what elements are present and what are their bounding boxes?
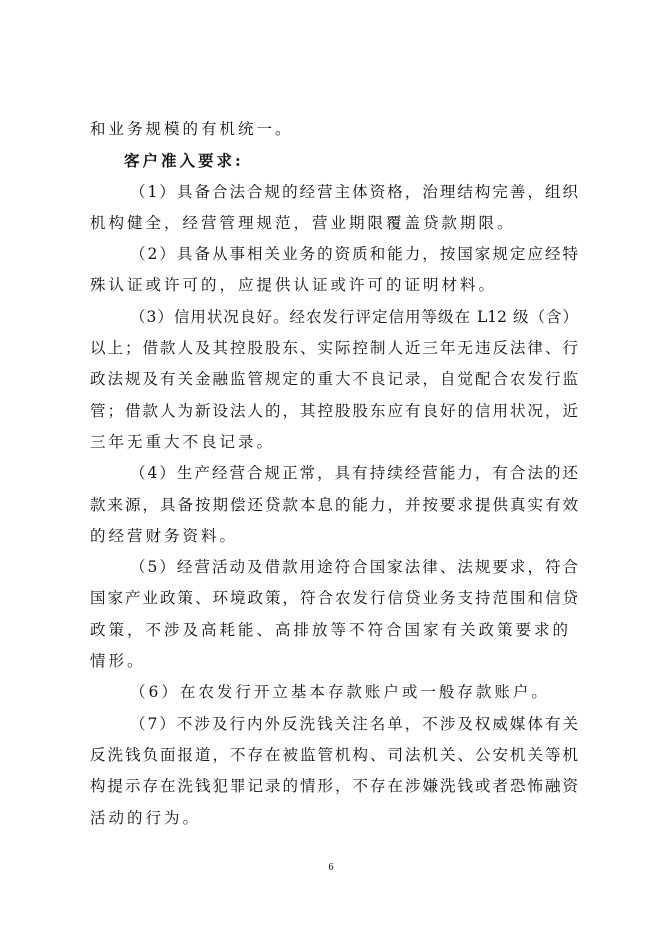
paragraph-line: 的经营财务资料。	[90, 526, 239, 545]
document-body	[90, 114, 578, 834]
paragraph-line: 反洗钱负面报道，不存在被监管机构、司法机关、公安机关等机	[90, 745, 578, 764]
paragraph-line: （3）信用状况良好。经农发行评定信用等级在 L12 级（含）	[130, 307, 578, 326]
paragraph-line: 管；借款人为新设法人的，其控股股东应有良好的信用状况，近	[90, 401, 578, 420]
paragraph-line: （2）具备从事相关业务的资质和能力，按国家规定应经特	[130, 245, 578, 264]
paragraph-line: 政法规及有关金融监管规定的重大不良记录，自觉配合农发行监	[90, 370, 578, 389]
paragraph-line: 三年无重大不良记录。	[90, 432, 276, 451]
paragraph-line: 活动的行为。	[90, 808, 202, 827]
paragraph-line: （7）不涉及行内外反洗钱关注名单，不涉及权威媒体有关	[130, 714, 578, 733]
paragraph-line: 以上；借款人及其控股股东、实际控制人近三年无违反法律、行	[90, 339, 578, 358]
paragraph-line: （6）在农发行开立基本存款账户或一般存款账户。	[130, 683, 550, 702]
paragraph-line: （5）经营活动及借款用途符合国家法律、法规要求，符合	[130, 558, 578, 577]
paragraph-line: 国家产业政策、环境政策，符合农发行信贷业务支持范围和信贷	[90, 589, 578, 608]
section-heading: 客户准入要求:	[124, 151, 244, 171]
paragraph-line: （1）具备合法合规的经营主体资格，治理结构完善，组织	[130, 182, 578, 201]
intro-line: 和业务规模的有机统一。	[90, 120, 294, 138]
paragraph-line: 款来源，具备按期偿还贷款本息的能力，并按要求提供真实有效	[90, 495, 578, 514]
page-number: 6	[328, 862, 334, 873]
paragraph-line: 机构健全，经营管理规范，营业期限覆盖贷款期限。	[90, 213, 516, 232]
paragraph-line: 殊认证或许可的，应提供认证或许可的证明材料。	[90, 276, 498, 295]
paragraph-line: 构提示存在洗钱犯罪记录的情形，不存在涉嫌洗钱或者恐怖融资	[90, 777, 578, 796]
paragraph-line: （4）生产经营合规正常，具有持续经营能力，有合法的还	[130, 464, 578, 483]
paragraph-line: 政策，不涉及高耗能、高排放等不符合国家有关政策要求的情形。	[90, 620, 572, 671]
